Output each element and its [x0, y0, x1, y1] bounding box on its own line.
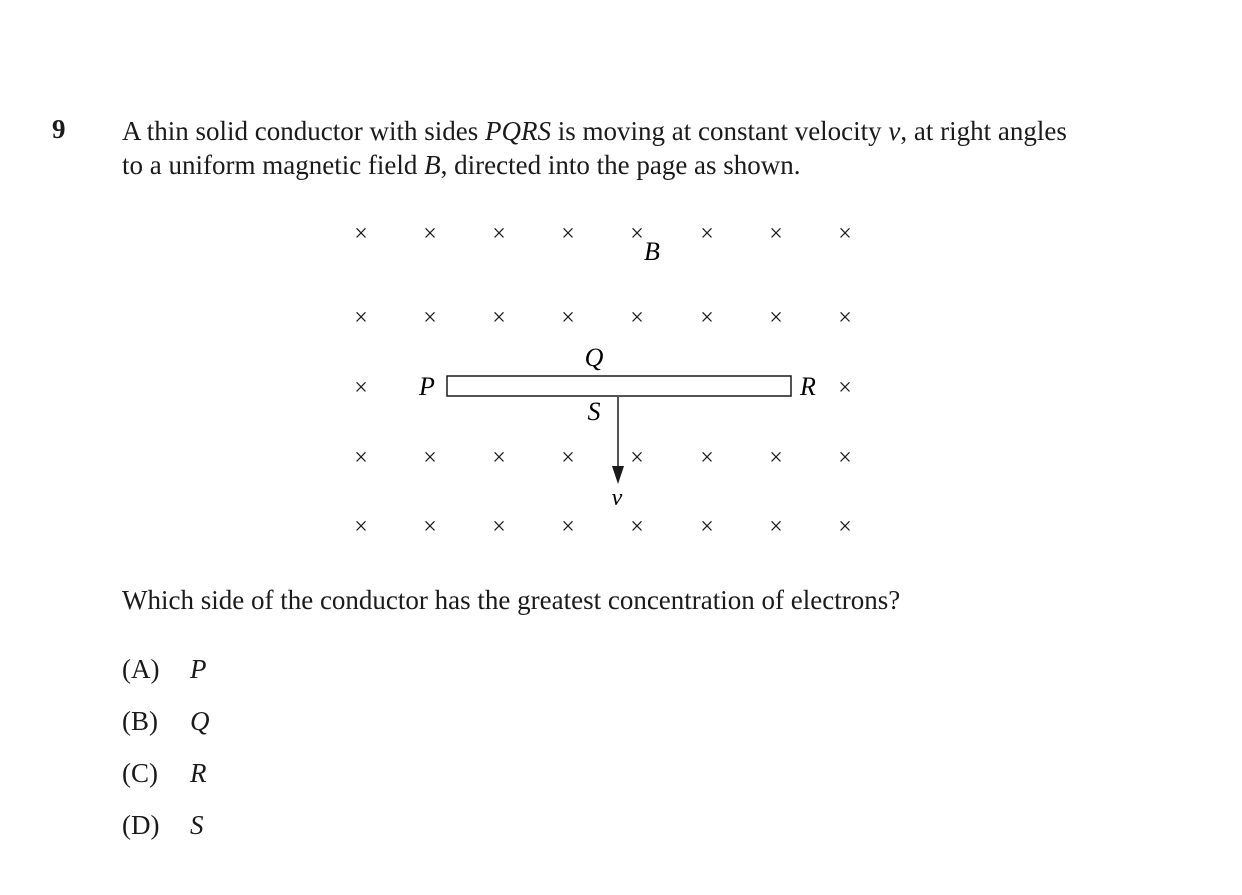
field-cross-icon: × [423, 221, 437, 247]
field-cross-icon: × [838, 305, 852, 331]
option-c[interactable] [122, 758, 207, 789]
field-cross-icon: × [769, 305, 783, 331]
field-cross-icon: × [838, 221, 852, 247]
option-label: (C) [122, 758, 158, 788]
stem-italic-b: B [424, 150, 441, 180]
field-cross-icon: × [492, 221, 506, 247]
option-d[interactable] [122, 810, 204, 841]
field-cross-icon: × [423, 305, 437, 331]
field-cross-icon: × [769, 514, 783, 540]
option-b[interactable] [122, 706, 210, 737]
option-label: (D) [122, 810, 160, 840]
stem-italic-v: v [888, 116, 901, 146]
field-cross-icon: × [561, 221, 575, 247]
side-label-r: R [800, 372, 816, 401]
side-label-q: Q [584, 343, 604, 372]
stem-text: is moving at constant velocity [550, 116, 889, 146]
field-cross-icon: × [700, 514, 714, 540]
stem-text: to a uniform magnetic field [122, 150, 425, 180]
option-value: R [190, 758, 207, 788]
stem-italic-pqrs: PQRS [484, 116, 551, 146]
stem-text: , at right angles [900, 116, 1067, 146]
option-value: S [190, 810, 204, 840]
option-value: Q [190, 706, 210, 736]
option-label: (A) [122, 654, 160, 684]
field-cross-icon: × [630, 305, 644, 331]
conductor-rectangle [447, 376, 791, 396]
field-cross-icon: × [354, 445, 368, 471]
field-cross-icon: × [700, 305, 714, 331]
question-number: 9 [52, 114, 66, 144]
field-cross-icon: × [838, 445, 852, 471]
side-label-p: P [419, 372, 435, 401]
field-cross-icon: × [630, 445, 644, 471]
option-a[interactable] [122, 654, 207, 685]
field-cross-icon: × [630, 514, 644, 540]
field-cross-icon: × [838, 514, 852, 540]
field-label-b: B [644, 237, 660, 266]
field-cross-icon: × [354, 221, 368, 247]
velocity-arrow-head [612, 466, 624, 484]
field-cross-icon: × [561, 305, 575, 331]
option-value: P [190, 654, 207, 684]
field-cross-icon: × [492, 305, 506, 331]
side-label-s: S [587, 397, 601, 426]
velocity-label-v: v [611, 485, 623, 511]
question-prompt: Which side of the conductor has the greatest concentration of electrons? [122, 585, 901, 615]
field-cross-icon: × [354, 305, 368, 331]
field-cross-icon: × [769, 445, 783, 471]
field-cross-icon: × [423, 445, 437, 471]
field-cross-icon: × [561, 445, 575, 471]
field-cross-icon: × [492, 514, 506, 540]
field-cross-icon: × [838, 375, 852, 401]
stem-text: A thin solid conductor with sides [122, 116, 485, 146]
field-cross-icon: × [423, 514, 437, 540]
field-cross-icon: × [354, 514, 368, 540]
option-label: (B) [122, 706, 158, 736]
field-cross-icon: × [354, 375, 368, 401]
stem-text: , directed into the page as shown. [440, 150, 801, 180]
field-cross-icon: × [630, 221, 644, 247]
field-cross-icon: × [700, 445, 714, 471]
field-cross-icon: × [769, 221, 783, 247]
field-cross-icon: × [700, 221, 714, 247]
field-cross-icon: × [561, 514, 575, 540]
field-cross-icon: × [492, 445, 506, 471]
